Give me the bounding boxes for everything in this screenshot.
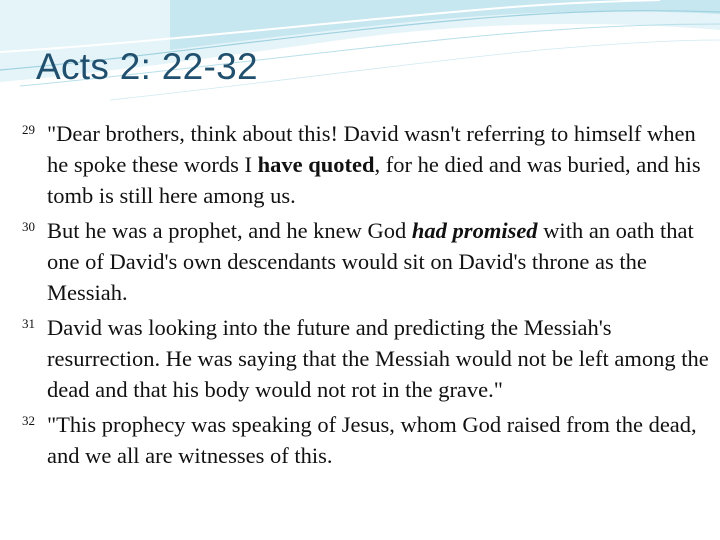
slide-title: Acts 2: 22-32 [36, 46, 258, 87]
verse-text: But he was a prophet, and he knew God [47, 218, 412, 243]
verse-number: 32 [22, 413, 35, 428]
verse-text: "This prophecy was speaking of Jesus, whom God raised from the dead, and we all are witnesses of this. [47, 412, 697, 468]
verse-emphasis-bold: have quoted [257, 152, 375, 177]
verse-number: 31 [22, 316, 35, 331]
verse-emphasis-bold-italic: had promised [411, 218, 538, 243]
verse-32 [22, 405, 710, 471]
verse-29 [22, 114, 710, 211]
verse-30 [22, 211, 710, 308]
scripture-passage [22, 114, 710, 471]
verse-text: David was looking into the future and predicting the Messiah's resurrection. He was saying that the Messiah would not be left among the dead and that his body would not rot in the grave." [47, 315, 709, 402]
verse-text: with an oath that one of David's own descendants would sit on David's throne as the Messiah. [47, 218, 694, 305]
verse-number: 29 [22, 122, 35, 137]
verse-text: "Dear brothers, think about this! David wasn't referring to himself when he spoke these words I [47, 121, 696, 177]
verse-31 [22, 308, 710, 405]
verse-number: 30 [22, 219, 35, 234]
verse-text: , for he died and was buried, and his tomb is still here among us. [47, 152, 701, 208]
